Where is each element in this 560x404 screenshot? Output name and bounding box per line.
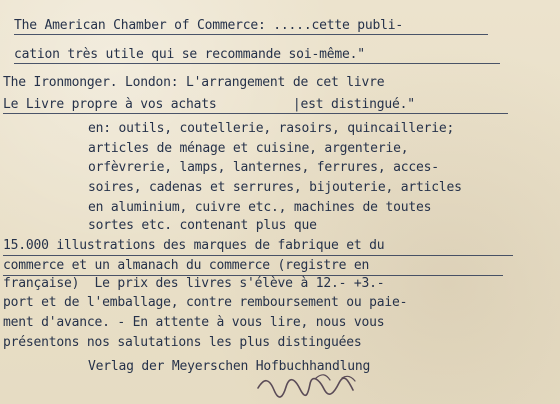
underline-1: [14, 34, 488, 35]
underline-2: [14, 63, 500, 64]
underline-4: [3, 113, 508, 114]
text-line-6: articles de ménage et cuisine, argenterie,: [88, 141, 409, 156]
text-line-14: port et de l'emballage, contre remboursement ou paie-: [3, 295, 408, 310]
text-line-7: orfèvrerie, lamps, lanternes, ferrures, acces-: [88, 160, 439, 175]
text-line-11: 15.000 illustrations des marques de fabrique et du: [3, 238, 385, 253]
text-line-8: soires, cadenas et serrures, bijouterie, articles: [88, 180, 462, 195]
text-line-1: The American Chamber of Commerce: .....cette publi-: [14, 18, 403, 33]
text-line-15: ment d'avance. - En attente à vous lire, nous vous: [3, 315, 385, 330]
signature-mark: [252, 370, 372, 400]
text-line-4: Le Livre propre à vos achats |est distingué.": [3, 97, 415, 112]
text-line-16: présentons nos salutations les plus distinguées: [3, 335, 362, 350]
text-line-17: Verlag der Meyerschen Hofbuchhandlung: [88, 359, 371, 374]
text-line-2: cation très utile qui se recommande soi-même.": [14, 47, 365, 62]
text-line-3: The Ironmonger. London: L'arrangement de cet livre: [3, 75, 385, 90]
text-line-10: sortes etc. contenant plus que: [88, 218, 317, 233]
text-line-5: en: outils, coutellerie, rasoirs, quincaillerie;: [88, 121, 455, 136]
text-line-12: commerce et un almanach du commerce (registre en: [3, 258, 370, 273]
text-line-13: française) Le prix des livres s'élève à 12.- +3.-: [3, 276, 385, 291]
underline-11: [3, 255, 513, 256]
text-line-9: en aluminium, cuivre etc., machines de toutes: [88, 200, 432, 215]
